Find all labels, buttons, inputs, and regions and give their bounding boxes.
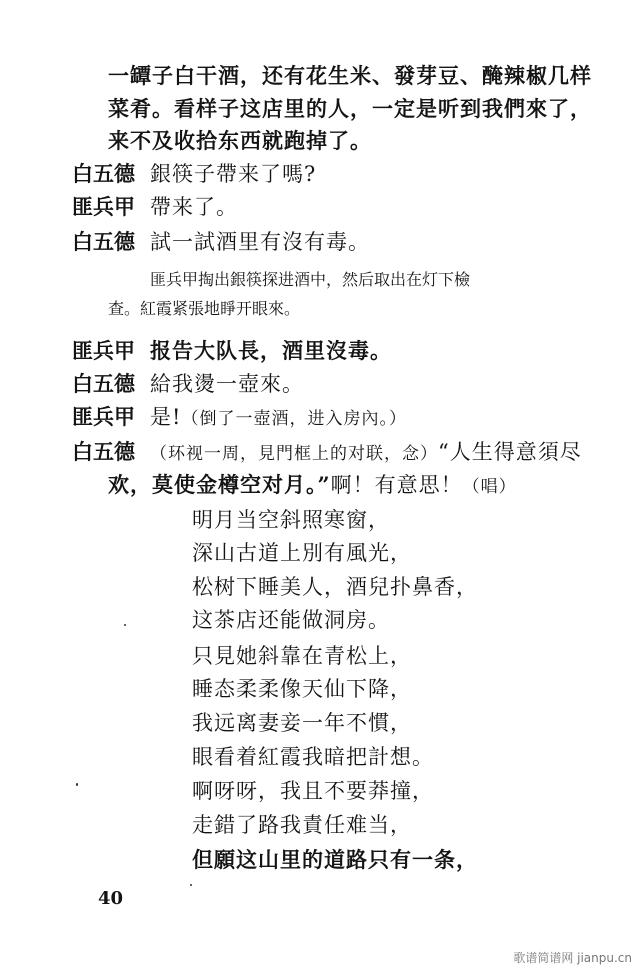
couplet-quote: “人生得意須尽 — [438, 440, 582, 464]
verse-line: 但願这山里的道路只有一条， — [192, 847, 478, 872]
speaker-bandit-a: 匪兵甲 — [72, 404, 135, 429]
verse-line: 我远离妻妾一年不慣， — [192, 711, 412, 735]
dialogue-line: 試一試酒里有沒有毒。 — [150, 230, 370, 254]
couplet-quote: 欢，莫使金樽空对月。” — [108, 472, 331, 497]
verse-line: 明月当空斜照寒窗， — [192, 508, 390, 532]
verse-line: 深山古道上別有風光， — [192, 541, 412, 565]
verse-line: 松树下睡美人，酒兒扑鼻香， — [192, 575, 478, 599]
stage-direction-line-1: 匪兵甲掏出銀筷探进酒中，然后取出在灯下檢 — [150, 270, 471, 289]
stage-direction-line-2: 查。紅霞紧張地睜开眼來。 — [108, 299, 301, 318]
dialogue-line: 給我燙一壺來。 — [150, 372, 304, 396]
print-speck — [76, 783, 78, 786]
dialogue-line: 帶来了。 — [150, 195, 238, 219]
speaker-bandit-a: 匪兵甲 — [72, 194, 135, 219]
stage-direction-inline: （唱） — [462, 477, 517, 497]
stage-direction-inline: （倒了一壺酒，进入房內。） — [181, 409, 407, 429]
dialogue-line — [150, 403, 407, 433]
dialogue-text: 啊！有意思！ — [330, 473, 463, 497]
verse-line: 走錯了路我責任难当， — [192, 813, 412, 837]
stage-direction-inline: （环视一周，見門框上的对联，念） — [150, 444, 438, 464]
page-number: 40 — [98, 888, 124, 909]
continued-text-line-2: 菜肴。看样子这店里的人，一定是听到我們來了， — [108, 96, 592, 121]
verse-line: 这茶店还能做洞房。 — [192, 608, 390, 632]
verse-line: 眼看着紅霞我暗把計想。 — [192, 745, 434, 769]
speaker-bai-wude: 白五德 — [72, 371, 135, 396]
verse-line: 啊呀呀，我且不要莽撞， — [192, 779, 434, 803]
verse-line: 只見她斜靠在青松上， — [192, 644, 412, 668]
speaker-bandit-a: 匪兵甲 — [72, 338, 135, 363]
continued-text-line-3: 来不及收拾东西就跑掉了。 — [108, 128, 372, 153]
speaker-bai-wude: 白五德 — [72, 439, 135, 464]
speaker-bai-wude: 白五德 — [72, 161, 135, 186]
site-watermark: 歌谱简谱网 jianpu.cn — [513, 951, 632, 965]
dialogue-line: 报告大队長，酒里沒毒。 — [150, 338, 392, 363]
speaker-bai-wude: 白五德 — [72, 229, 135, 254]
continued-text-line-1: 一罈子白干酒，还有花生米、發芽豆、醃辣椒几样 — [108, 63, 592, 88]
print-speck — [190, 884, 192, 886]
print-speck — [124, 624, 126, 626]
dialogue-text: 是! — [150, 405, 182, 429]
dialogue-line: 銀筷子帶来了嗎? — [150, 162, 317, 186]
dialogue-line-continued — [108, 471, 517, 501]
dialogue-line — [150, 438, 582, 468]
verse-line: 睡态柔柔像天仙下降， — [192, 677, 412, 701]
